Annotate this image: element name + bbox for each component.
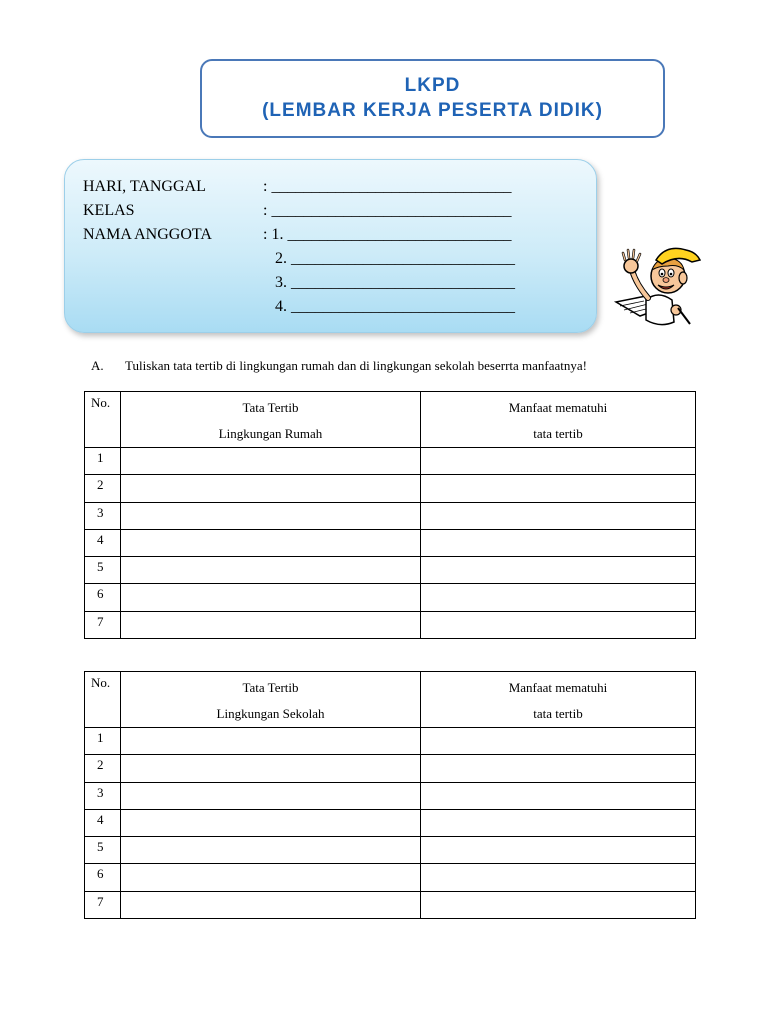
table-row xyxy=(85,502,696,529)
rule-cell[interactable] xyxy=(121,557,421,584)
table-row xyxy=(85,809,696,836)
header-rules-line1: Tata Tertib xyxy=(242,400,299,415)
rule-cell[interactable] xyxy=(121,891,421,918)
identity-value: : ______________________________ xyxy=(263,202,512,219)
row-number: 1 xyxy=(85,728,121,755)
table-row xyxy=(85,755,696,782)
benefit-cell[interactable] xyxy=(421,864,696,891)
table-row xyxy=(85,864,696,891)
table-row xyxy=(85,529,696,556)
table-row xyxy=(85,557,696,584)
table-header-row xyxy=(85,672,696,728)
table-row xyxy=(85,448,696,475)
header-benefit xyxy=(421,392,696,448)
rule-cell[interactable] xyxy=(121,448,421,475)
table-row xyxy=(85,584,696,611)
row-number: 5 xyxy=(85,557,121,584)
benefit-cell[interactable] xyxy=(421,809,696,836)
table-row xyxy=(85,891,696,918)
identity-label: NAMA ANGGOTA xyxy=(83,226,212,243)
benefit-cell[interactable] xyxy=(421,557,696,584)
title-main: LKPD xyxy=(404,75,461,96)
table-row xyxy=(85,728,696,755)
header-benefit-line1: Manfaat mematuhi xyxy=(508,680,608,695)
benefit-cell[interactable] xyxy=(421,837,696,864)
identity-label: HARI, TANGGAL xyxy=(83,178,206,195)
identity-value: 4. ____________________________ xyxy=(263,298,515,315)
rule-cell[interactable] xyxy=(121,475,421,502)
header-benefit-line1: Manfaat mematuhi xyxy=(508,400,608,415)
instruction-text: Tuliskan tata tertib di lingkungan rumah dan di lingkungan sekolah beserrta manfaatnya! xyxy=(125,358,587,373)
row-number: 2 xyxy=(85,475,121,502)
row-number: 4 xyxy=(85,529,121,556)
benefit-cell[interactable] xyxy=(421,448,696,475)
school-rules-table xyxy=(84,671,696,919)
row-number: 1 xyxy=(85,448,121,475)
table-row xyxy=(85,611,696,638)
row-number: 6 xyxy=(85,584,121,611)
benefit-cell[interactable] xyxy=(421,782,696,809)
benefit-cell[interactable] xyxy=(421,475,696,502)
row-number: 5 xyxy=(85,837,121,864)
row-number: 4 xyxy=(85,809,121,836)
table-header-row xyxy=(85,392,696,448)
rule-cell[interactable] xyxy=(121,755,421,782)
identity-box xyxy=(64,159,597,333)
benefit-cell[interactable] xyxy=(421,611,696,638)
rule-cell[interactable] xyxy=(121,584,421,611)
rule-cell[interactable] xyxy=(121,611,421,638)
benefit-cell[interactable] xyxy=(421,502,696,529)
header-no: No. xyxy=(85,672,121,728)
row-number: 7 xyxy=(85,891,121,918)
header-no: No. xyxy=(85,392,121,448)
header-rules xyxy=(121,392,421,448)
rule-cell[interactable] xyxy=(121,782,421,809)
header-rules xyxy=(121,672,421,728)
row-number: 7 xyxy=(85,611,121,638)
benefit-cell[interactable] xyxy=(421,891,696,918)
benefit-cell[interactable] xyxy=(421,755,696,782)
instruction-letter: A. xyxy=(91,358,104,373)
rule-cell[interactable] xyxy=(121,728,421,755)
identity-value: 2. ____________________________ xyxy=(263,250,515,267)
identity-value: : ______________________________ xyxy=(263,178,512,195)
identity-value: : 1. ____________________________ xyxy=(263,226,512,243)
header-rules-line2: Lingkungan Rumah xyxy=(218,426,323,441)
row-number: 3 xyxy=(85,502,121,529)
table-row xyxy=(85,475,696,502)
row-number: 3 xyxy=(85,782,121,809)
identity-label: KELAS xyxy=(83,202,135,219)
row-number: 6 xyxy=(85,864,121,891)
rule-cell[interactable] xyxy=(121,809,421,836)
header-rules-line2: Lingkungan Sekolah xyxy=(216,706,325,721)
benefit-cell[interactable] xyxy=(421,584,696,611)
rule-cell[interactable] xyxy=(121,864,421,891)
rule-cell[interactable] xyxy=(121,837,421,864)
title-box xyxy=(200,59,665,138)
home-rules-table xyxy=(84,391,696,639)
header-rules-line1: Tata Tertib xyxy=(242,680,299,695)
header-benefit xyxy=(421,672,696,728)
table-row xyxy=(85,837,696,864)
rule-cell[interactable] xyxy=(121,502,421,529)
benefit-cell[interactable] xyxy=(421,529,696,556)
identity-value: 3. ____________________________ xyxy=(263,274,515,291)
header-benefit-line2: tata tertib xyxy=(533,706,583,721)
table-row xyxy=(85,782,696,809)
title-subtitle: (LEMBAR KERJA PESERTA DIDIK) xyxy=(262,100,603,121)
cartoon-boy-waving-with-book-icon xyxy=(606,240,706,332)
rule-cell[interactable] xyxy=(121,529,421,556)
benefit-cell[interactable] xyxy=(421,728,696,755)
header-benefit-line2: tata tertib xyxy=(533,426,583,441)
row-number: 2 xyxy=(85,755,121,782)
